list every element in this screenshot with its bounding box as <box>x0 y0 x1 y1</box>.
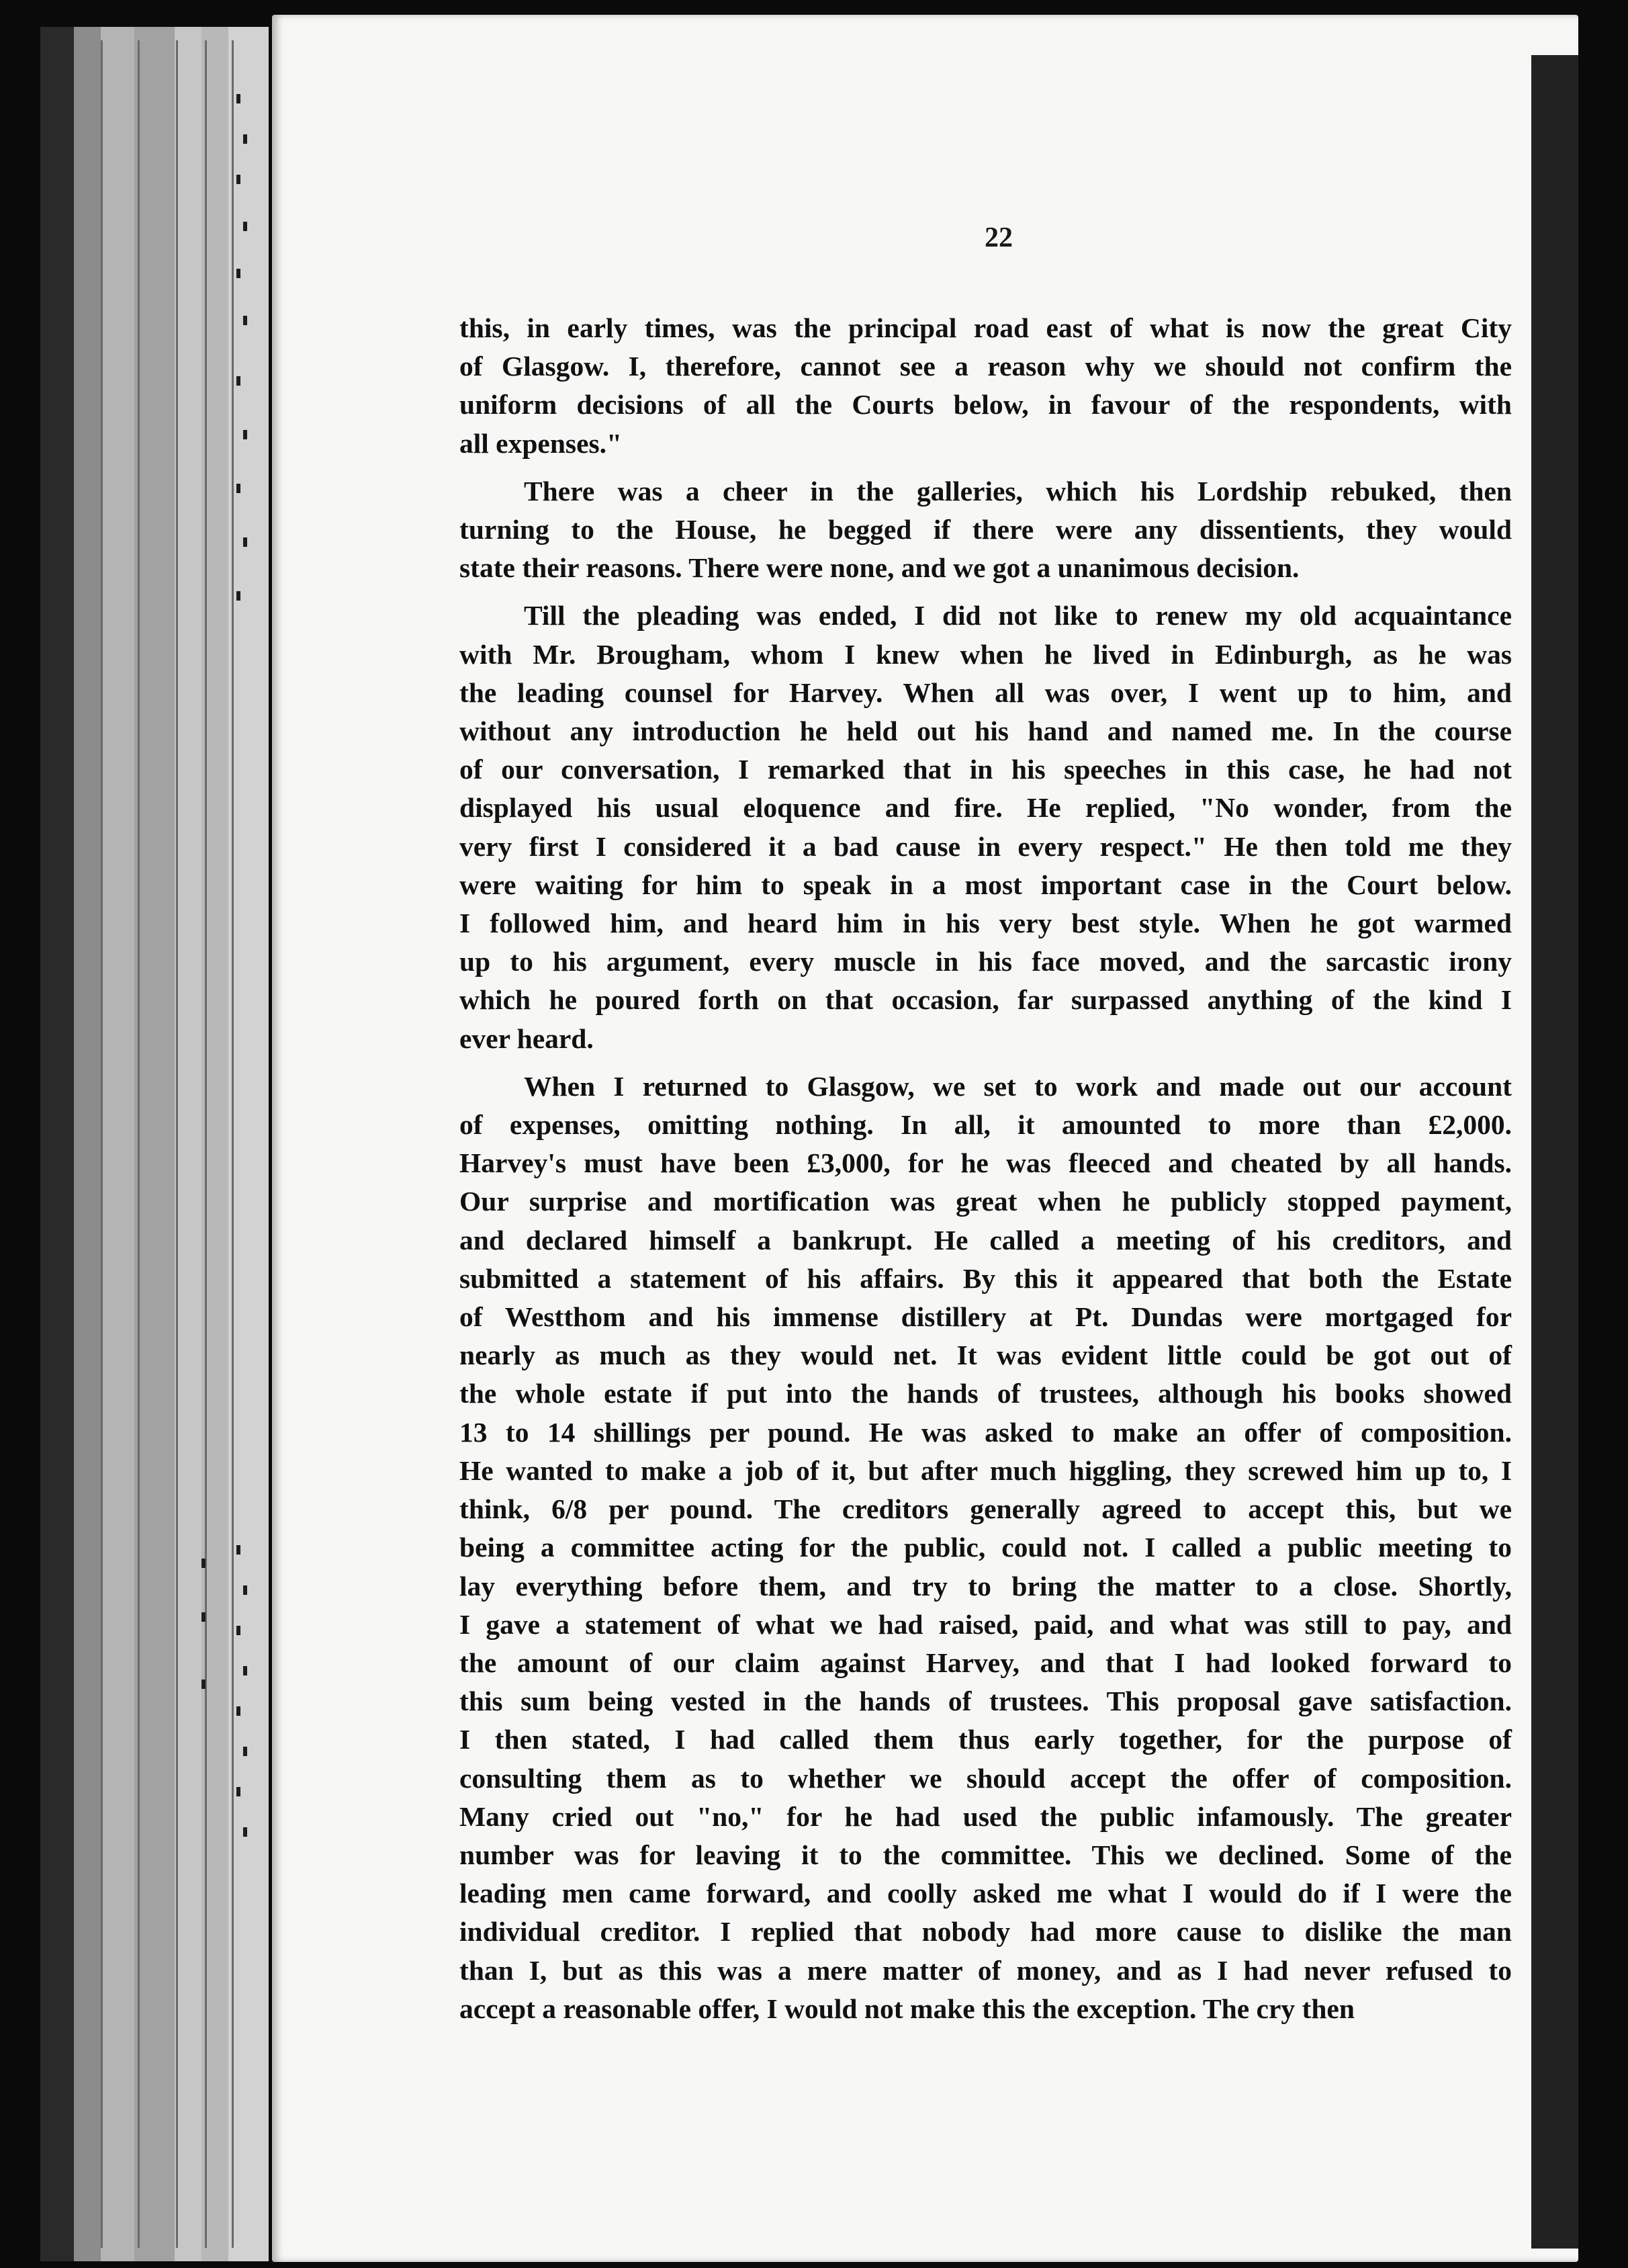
text-line: without any introduction he held out his hand and named me. In the course <box>459 715 1512 747</box>
edge-speck <box>243 1747 247 1756</box>
edge-speck <box>236 591 240 601</box>
text-line: individual creditor. I replied that nobody had more cause to dislike the man <box>459 1916 1512 1948</box>
text-line: than I, but as this was a mere matter of money, and as I had never refused to <box>459 1954 1512 1986</box>
text-line: the leading counsel for Harvey. When all was over, I went up to him, and <box>459 677 1512 708</box>
text-line: Our surprise and mortification was great when he publicly stopped payment, <box>459 1186 1512 1217</box>
edge-speck <box>243 537 247 547</box>
page-edge-line <box>205 40 207 2248</box>
paragraph <box>459 597 1512 1057</box>
text-line: When I returned to Glasgow, we set to work and made out our account <box>524 1070 1512 1102</box>
text-line: I then stated, I had called them thus early together, for the purpose of <box>459 1724 1512 1755</box>
edge-speck <box>236 269 240 278</box>
text-line: ever heard. <box>459 1022 594 1054</box>
paragraph <box>459 309 1512 463</box>
text-line: uniform decisions of all the Courts below, in favour of the respondents, with <box>459 389 1512 421</box>
text-line: which he poured forth on that occasion, far surpassed anything of the kind I <box>459 984 1512 1016</box>
paragraph <box>459 1067 1512 2028</box>
edge-speck <box>243 222 247 231</box>
text-line: nearly as much as they would net. It was evident little could be got out of <box>459 1340 1512 1371</box>
page-edge-line <box>101 40 103 2248</box>
edge-speck <box>201 1612 206 1622</box>
edge-speck <box>236 1626 240 1635</box>
text-line: this sum being vested in the hands of trustees. This proposal gave satisfaction. <box>459 1686 1512 1717</box>
text-line: of expenses, omitting nothing. In all, it amounted to more than £2,000. <box>459 1109 1512 1141</box>
text-line: Many cried out "no," for he had used the public infamously. The greater <box>459 1800 1512 1832</box>
text-line: consulting them as to whether we should accept the offer of composition. <box>459 1762 1512 1794</box>
text-line: and declared himself a bankrupt. He called a meeting of his creditors, and <box>459 1224 1512 1256</box>
page-body-text <box>459 309 1512 2028</box>
text-line: displayed his usual eloquence and fire. He replied, "No wonder, from the <box>459 792 1512 824</box>
text-line: submitted a statement of his affairs. By this it appeared that both the Estate <box>459 1262 1512 1294</box>
page-gutter-shadow <box>1531 55 1578 2249</box>
edge-speck <box>236 376 240 386</box>
text-line: He wanted to make a job of it, but after much higgling, they screwed him up to, I <box>459 1454 1512 1486</box>
text-line: of Glasgow. I, therefore, cannot see a reason why we should not confirm the <box>459 351 1512 382</box>
text-line: leading men came forward, and coolly asked me what I would do if I were the <box>459 1878 1512 1909</box>
edge-speck <box>243 1666 247 1675</box>
text-line: all expenses." <box>459 427 623 459</box>
text-line: being a committee acting for the public, could not. I called a public meeting to <box>459 1532 1512 1563</box>
edge-speck <box>236 1706 240 1716</box>
text-line: Harvey's must have been £3,000, for he was fleeced and cheated by all hands. <box>459 1147 1512 1179</box>
edge-speck <box>236 175 240 184</box>
text-line: turning to the House, he begged if there were any dissentients, they would <box>459 514 1512 546</box>
text-line: were waiting for him to speak in a most important case in the Court below. <box>459 869 1512 900</box>
text-line: up to his argument, every muscle in his face moved, and the sarcastic irony <box>459 946 1512 977</box>
text-line: of our conversation, I remarked that in his speeches in this case, he had not <box>459 754 1512 785</box>
edge-speck <box>236 1787 240 1796</box>
edge-speck <box>243 430 247 439</box>
edge-speck <box>243 1585 247 1595</box>
page-edge-line <box>232 40 234 2248</box>
text-line: very first I considered it a bad cause in every respect." He then told me they <box>459 830 1512 862</box>
edge-speck <box>201 1559 206 1568</box>
edge-speck <box>236 1545 240 1555</box>
edge-speck <box>243 316 247 325</box>
text-line: the amount of our claim against Harvey, and that I had looked forward to <box>459 1647 1512 1678</box>
edge-speck <box>201 1680 206 1689</box>
text-line: Till the pleading was ended, I did not like to renew my old acquaintance <box>524 600 1512 631</box>
text-line: think, 6/8 per pound. The creditors generally agreed to accept this, but we <box>459 1493 1512 1525</box>
edge-speck <box>243 1827 247 1837</box>
page-edge-line <box>138 40 140 2248</box>
text-line: lay everything before them, and try to bring the matter to a close. Shortly, <box>459 1570 1512 1602</box>
text-line: the whole estate if put into the hands of trustees, although his books showed <box>459 1378 1512 1409</box>
edge-speck <box>243 134 247 144</box>
text-line: I followed him, and heard him in his very best style. When he got warmed <box>459 908 1512 939</box>
page-edge-line <box>176 40 178 2248</box>
edge-speck <box>236 484 240 493</box>
text-line: 13 to 14 shillings per pound. He was asked to make an offer of composition. <box>459 1416 1512 1448</box>
page-number: 22 <box>985 222 1013 253</box>
text-line: accept a reasonable offer, I would not make this the exception. The cry then <box>459 1993 1355 2024</box>
edge-speck <box>236 94 240 103</box>
text-line: There was a cheer in the galleries, which his Lordship rebuked, then <box>524 475 1512 507</box>
text-line: of Westthom and his immense distillery at Pt. Dundas were mortgaged for <box>459 1301 1512 1333</box>
text-line: with Mr. Brougham, whom I knew when he lived in Edinburgh, as he was <box>459 638 1512 670</box>
paragraph <box>459 472 1512 588</box>
text-line: state their reasons. There were none, and we got a unanimous decision. <box>459 552 1300 584</box>
text-line: this, in early times, was the principal road east of what is now the great City <box>459 312 1512 343</box>
page-stack-edge <box>228 27 269 2261</box>
text-line: number was for leaving it to the committee. This we declined. Some of the <box>459 1839 1512 1870</box>
text-line: I gave a statement of what we had raised, paid, and what was still to pay, and <box>459 1608 1512 1640</box>
